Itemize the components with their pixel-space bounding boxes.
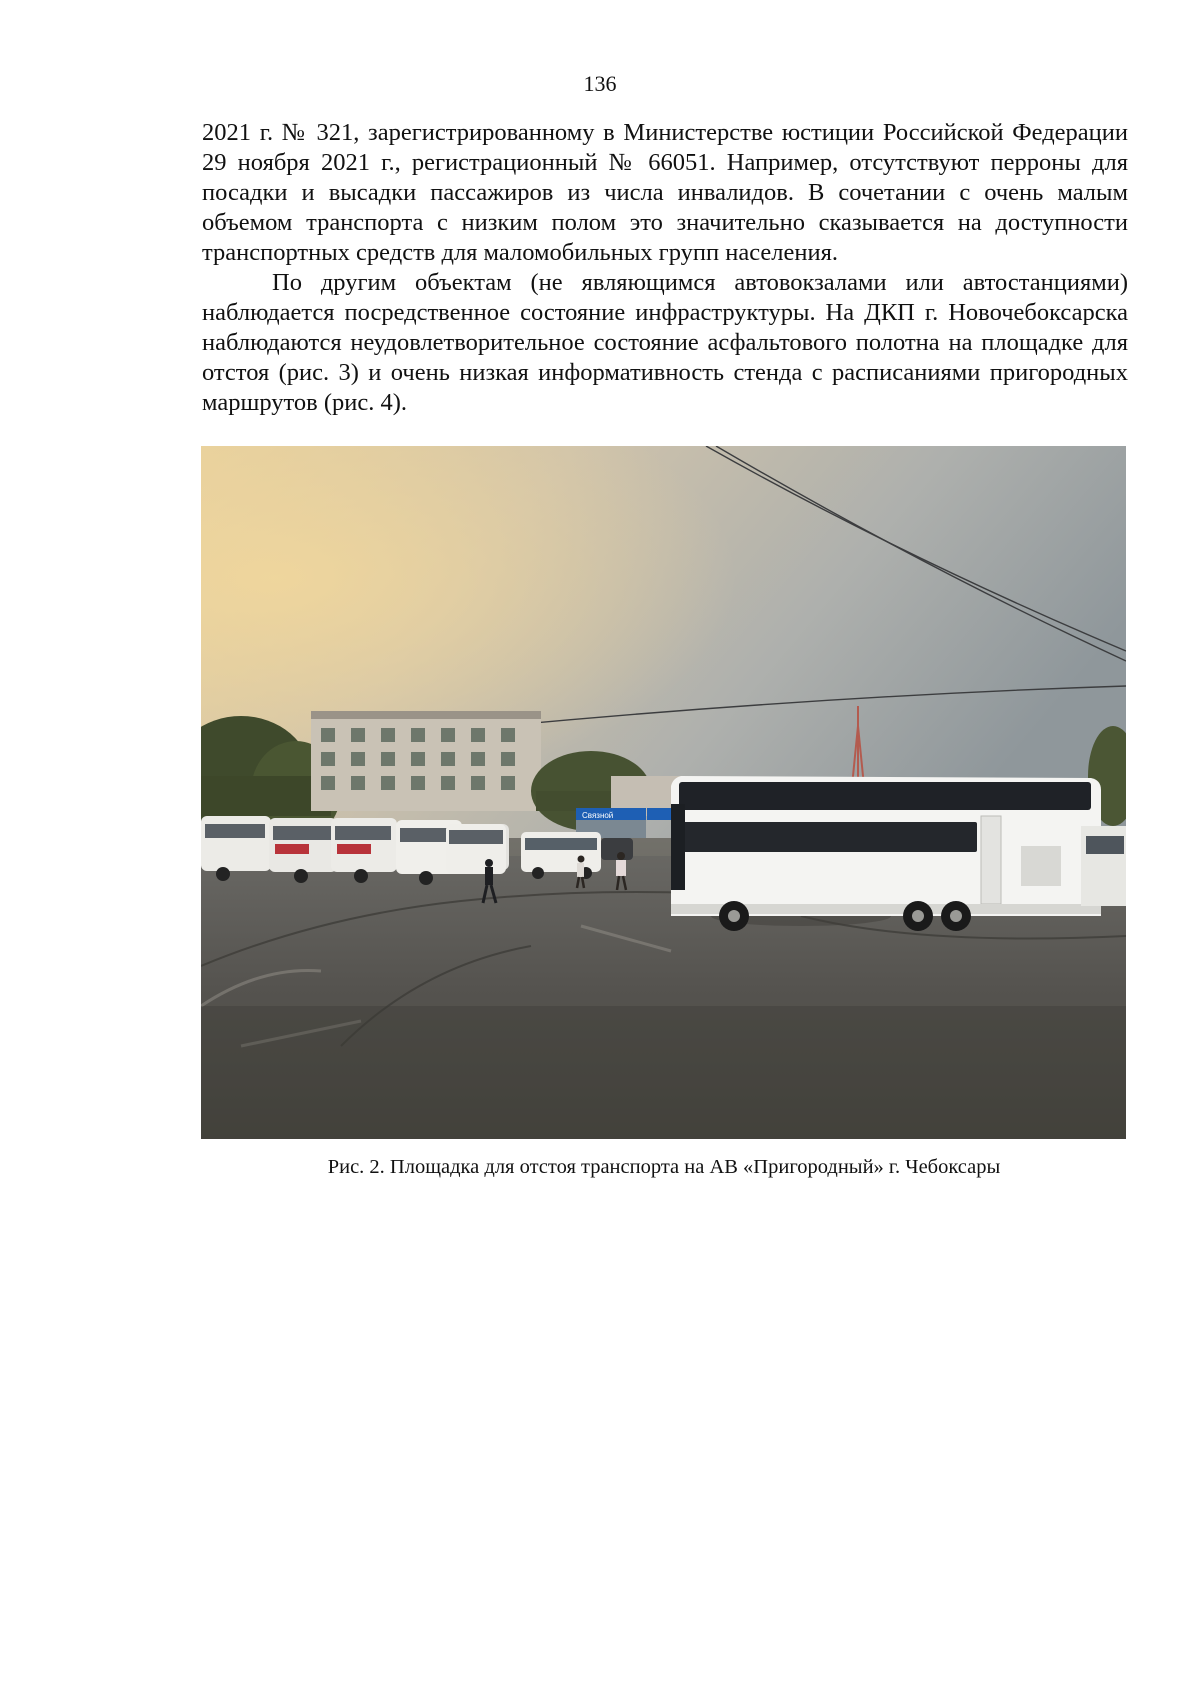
apartment-building [311, 711, 541, 811]
paragraph-2: По другим объектам (не являющимся автовокзалами или автостанциями) наблюдается посредственное состояние инфраструктуры. На ДКП г. Новочебоксарска наблюдаются неудовлетворительное состояние асфальтового полотна на площадке для отстоя (рис. 3) и очень низкая информативность стенда с расписаниями пригородных маршрутов (рис. 4). [202, 269, 1128, 416]
figure-photo-bus-parking [201, 446, 1126, 1139]
shop-sign-text: Связной [582, 811, 614, 820]
parked-car [601, 838, 633, 860]
double-decker-coach [671, 776, 1101, 931]
bus-parking-photo [201, 446, 1126, 1139]
figure-caption: Рис. 2. Площадка для отстоя транспорта на АВ «Пригородный» г. Чебоксары [327, 1156, 1001, 1178]
page-number: 136 [583, 71, 617, 96]
paragraph-1: 2021 г. № 321, зарегистрированному в Министерстве юстиции Российской Федерации 29 ноября 2021 г., регистрационный № 66051. Например, отсутствуют перроны для посадки и высадки пассажиров из числа инвалидов. В сочетании с очень малым объемом транспорта с низким полом это значительно сказывается на доступности транспортных средств для маломобильных групп населения. [202, 119, 1128, 266]
body-text [202, 118, 1128, 418]
